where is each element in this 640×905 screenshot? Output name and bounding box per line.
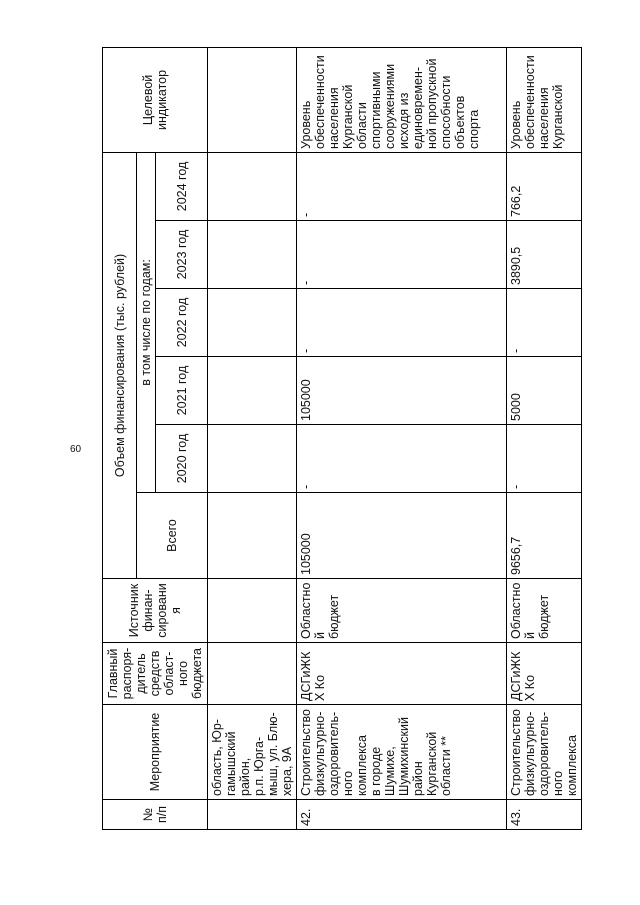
table-row	[208, 47, 297, 829]
cell-indicator	[208, 47, 297, 152]
cell-total: 9656,7	[507, 493, 582, 579]
page-number: 60	[70, 444, 82, 455]
cell-2024	[208, 152, 297, 220]
table-row	[507, 47, 582, 829]
header-year: 2021 год	[156, 357, 208, 425]
cell-indicator: Уровень обеспеченности населения Курганской	[507, 47, 582, 152]
cell-manager	[208, 643, 297, 705]
header-year: 2020 год	[156, 425, 208, 493]
cell-2022: -	[297, 289, 507, 357]
header-source: Источник финан- сирования	[103, 579, 208, 643]
cell-2023: -	[297, 221, 507, 289]
cell-manager: ДСГиЖК Х Ко	[507, 643, 582, 705]
cell-2023	[208, 221, 297, 289]
cell-total	[208, 493, 297, 579]
header-measure: Мероприятие	[103, 705, 208, 800]
cell-manager: ДСГиЖК Х Ко	[297, 643, 507, 705]
cell-2021: 105000	[297, 357, 507, 425]
cell-indicator: Уровень обеспеченности населения Курганской области спортивными сооружениями исходя из единовремен- ной пропускной способности объектов спорта	[297, 47, 507, 152]
cell-source: Областной бюджет	[297, 579, 507, 643]
header-year: 2024 год	[156, 152, 208, 220]
cell-2020: -	[297, 425, 507, 493]
cell-num: 42.	[297, 800, 507, 830]
header-total: Всего	[137, 493, 208, 579]
header-manager: Главный распоря- дитель средств област- ного бюджета	[103, 643, 208, 705]
header-indicator: Целевой индикатор	[103, 47, 208, 152]
cell-measure: область, Юр- гамышский район, р.п. Юрга- мыш, ул. Блю- хера, 9А	[208, 705, 297, 800]
cell-2020	[208, 425, 297, 493]
cell-2021: 5000	[507, 357, 582, 425]
header-by-years: в том числе по годам:	[137, 152, 156, 492]
cell-2022	[208, 289, 297, 357]
cell-2022: -	[507, 289, 582, 357]
financing-table	[102, 47, 582, 830]
rotated-table-frame	[102, 48, 579, 830]
cell-total: 105000	[297, 493, 507, 579]
cell-2024: -	[297, 152, 507, 220]
header-year: 2022 год	[156, 289, 208, 357]
table-row	[297, 47, 507, 829]
cell-source: Областной бюджет	[507, 579, 582, 643]
header-num: № п/п	[103, 800, 208, 830]
cell-2020: -	[507, 425, 582, 493]
cell-num	[208, 800, 297, 830]
cell-2024: 766,2	[507, 152, 582, 220]
cell-source	[208, 579, 297, 643]
cell-2023: 3890,5	[507, 221, 582, 289]
header-year: 2023 год	[156, 221, 208, 289]
cell-measure: Строительство физкультурно- оздоровитель- ного комплекса в городе Шумихе, Шумихинский район Курганской области **	[297, 705, 507, 800]
header-volume: Объем финансирования (тыс. рублей)	[103, 152, 137, 578]
cell-2021	[208, 357, 297, 425]
cell-num: 43.	[507, 800, 582, 830]
cell-measure: Строительство физкультурно- оздоровитель- ного комплекса	[507, 705, 582, 800]
